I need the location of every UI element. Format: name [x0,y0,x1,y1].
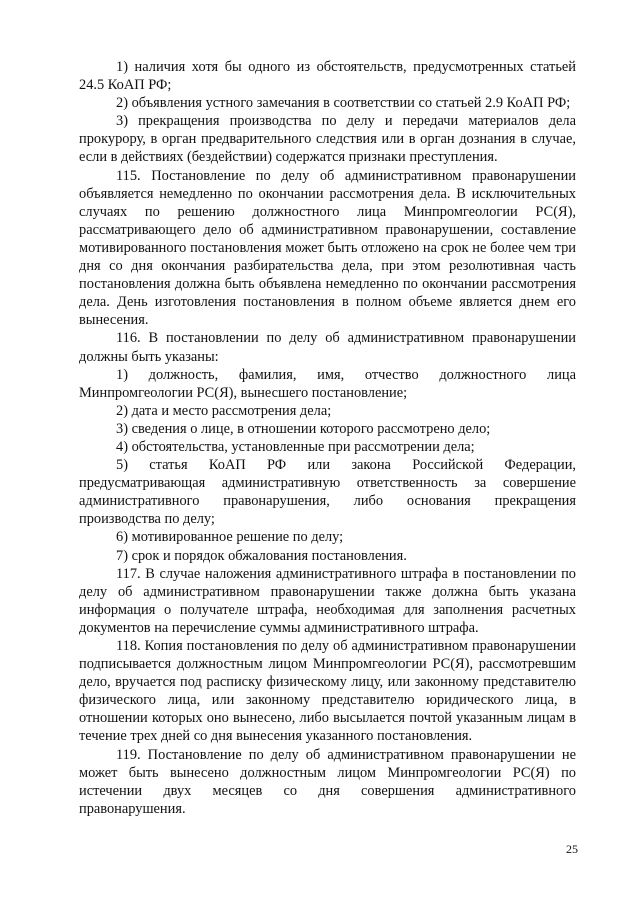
paragraph-116-item-2: 2) дата и место рассмотрения дела; [116,402,332,419]
document-body [79,58,576,818]
paragraph-item-2: 2) объявления устного замечания в соответствии со статьей 2.9 КоАП РФ; [116,95,571,112]
paragraph-116-item-3: 3) сведения о лице, в отношении которого рассмотрено дело; [116,420,491,437]
paragraph-116-item-1: 1) должность, фамилия, имя, отчество должностного лица Минпромгеологии РС(Я), вынесшего постановление; [79,366,576,401]
paragraph-116-item-4: 4) обстоятельства, установленные при рассмотрении дела; [116,438,475,455]
paragraph-116: 116. В постановлении по делу об административном правонарушении должны быть указаны: [79,330,576,365]
paragraph-item-3: 3) прекращения производства по делу и передачи материалов дела прокурору, в орган предварительного следствия или в орган дознания в случае, если в действиях (бездействии) содержатся признаки преступления. [79,113,576,166]
paragraph-item-1: 1) наличия хотя бы одного из обстоятельств, предусмотренных статьей 24.5 КоАП РФ; [79,59,576,94]
paragraph-119: 119. Постановление по делу об административном правонарушении не может быть вынесено должностным лицом Минпромгеологии РС(Я) по истечении двух месяцев со дня совершения административного правонарушения. [79,746,576,817]
paragraph-118: 118. Копия постановления по делу об административном правонарушении подписывается должностным лицом Минпромгеологии РС(Я), рассмотревшим дело, вручается под расписку физическому лицу, или законному представителю физического лица, или законному представителю юридического лица, в отношении которых оно вынесено, либо высылается почтой указанным лицам в течение трех дней со дня вынесения указанного постановления. [79,638,576,745]
paragraph-116-item-5: 5) статья КоАП РФ или закона Российской Федерации, предусматривающая административную ответственность за совершение административного правонарушения, либо основания прекращения производства по делу; [79,457,576,528]
paragraph-116-item-6: 6) мотивированное решение по делу; [116,529,344,546]
paragraph-115: 115. Постановление по делу об административном правонарушении объявляется немедленно по окончании рассмотрения дела. В исключительных случаях по решению должностного лица Минпромгеологии РС(Я), рассматривающего дело об административном правонарушении, составление мотивированного постановления может быть отложено на срок не более чем три дня со дня окончания разбирательства дела, при этом резолютивная часть постановления должна быть объявлена немедленно по окончании рассмотрения дела. День изготовления постановления в полном объеме является днем его вынесения. [79,167,576,329]
page-number: 25 [566,842,578,856]
paragraph-117: 117. В случае наложения административного штрафа в постановлении по делу об административном правонарушении также должна быть указана информация о получателе штрафа, необходимая для заполнения расчетных документов на перечисление суммы административного штрафа. [79,565,576,636]
paragraph-116-item-7: 7) срок и порядок обжалования постановления. [116,547,407,564]
